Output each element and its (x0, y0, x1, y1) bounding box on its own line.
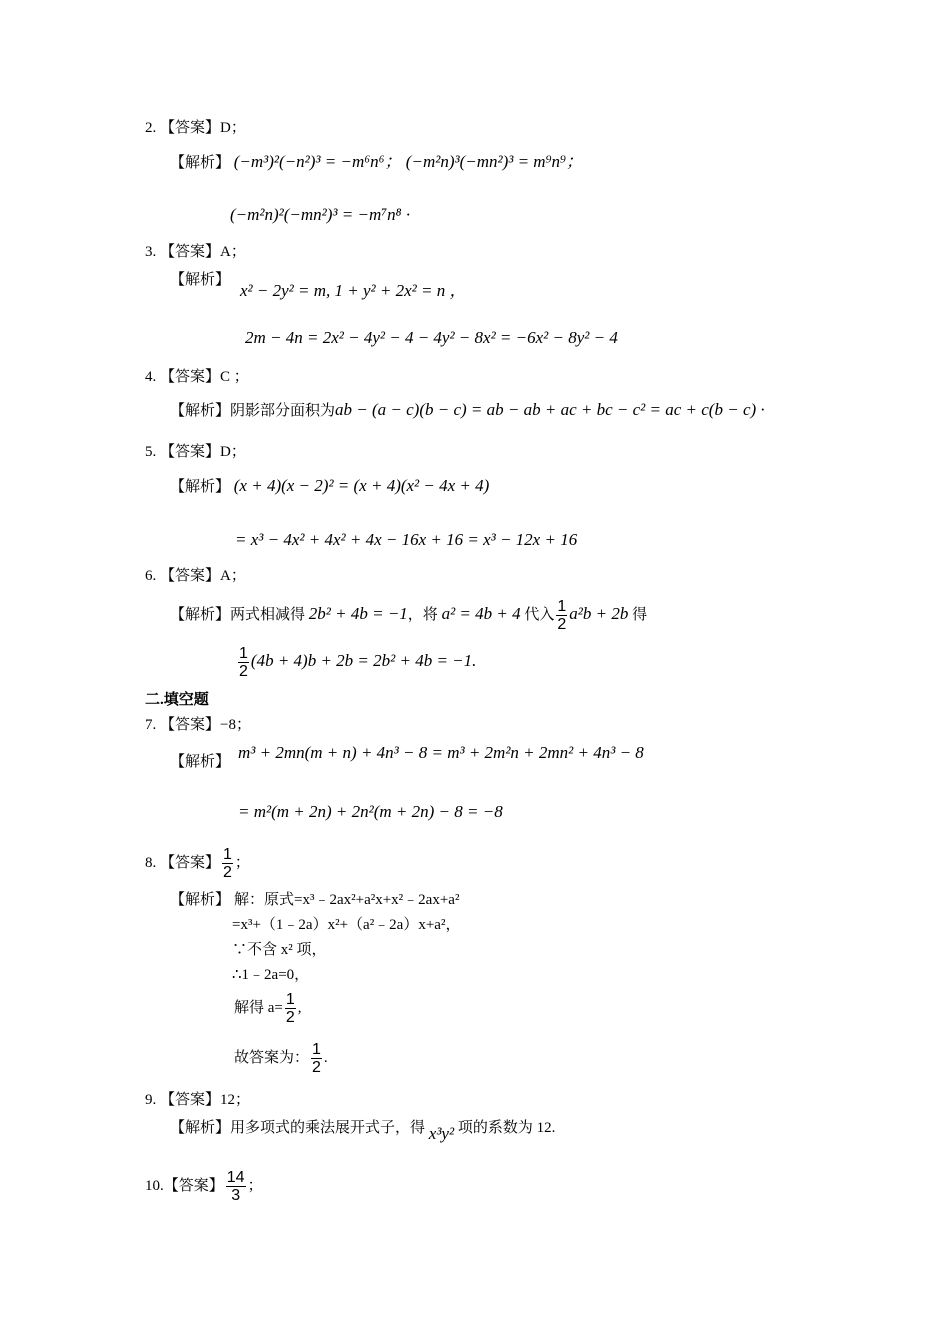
analysis-label: 【解析】 (170, 754, 231, 770)
answer-label: 【答案】 (163, 1178, 224, 1194)
denominator: 2 (557, 616, 567, 634)
q3-analysis-line1 (240, 281, 466, 302)
answer-label: 【答案】 (160, 855, 221, 871)
q9-answer (145, 1090, 250, 1110)
numerator: 1 (557, 598, 567, 616)
answer-label: 【答案】 (160, 369, 221, 385)
answer-label: 【答案】 (160, 568, 221, 584)
question-number: 4. (145, 369, 157, 385)
answer-label: 【答案】 (160, 244, 221, 260)
analysis-label: 【解析】 (170, 607, 231, 623)
q8-line-2: =x³+（1﹣2a）x²+（a²﹣2a）x+a²， (232, 917, 461, 933)
numerator: 1 (239, 645, 248, 663)
q7-analysis-label (170, 752, 230, 772)
fraction (556, 598, 567, 633)
analysis-text: 阴影部分面积为 (230, 403, 336, 419)
math-expression: 2b² + 4b = −1 (308, 604, 408, 623)
q4-analysis (170, 400, 765, 421)
q10-answer (145, 1166, 263, 1206)
math-expression: a²b + 2b (569, 604, 629, 623)
denominator: 2 (223, 864, 232, 882)
q7-analysis-line2 (238, 802, 503, 823)
punctuation: . (323, 1050, 328, 1066)
q8-line-4: ∴1﹣2a=0， (232, 967, 310, 983)
denominator: 2 (239, 663, 248, 681)
q8-analysis-label (170, 890, 230, 910)
answer-label: 【答案】 (160, 120, 221, 136)
math-expression: ab − (a − c)(b − c) = ab − ab + ac + bc − c² = ac + c(b − c) · (335, 400, 765, 419)
q3-answer (145, 242, 246, 262)
math-expression: = x³ − 4x² + 4x² + 4x − 16x + 16 = x³ − 12x + 16 (235, 530, 578, 549)
math-expression: m³ + 2mn(m + n) + 4n³ − 8 = m³ + 2m²n + 2mn² + 4n³ − 8 (238, 743, 644, 762)
q3-analysis-line2 (245, 328, 618, 349)
denominator: 3 (231, 1187, 241, 1205)
q8-line-1: 解：原式=x³﹣2ax²+a²x+x²﹣2ax+a² (234, 892, 460, 908)
q5-answer (145, 442, 246, 462)
answer-value: A； (220, 568, 246, 584)
section-title: 二.填空题 (145, 692, 209, 708)
answer-value: C ； (220, 369, 249, 385)
q2-analysis (170, 152, 583, 173)
numerator: 1 (312, 1041, 321, 1059)
numerator: 1 (223, 846, 232, 864)
answer-value: A； (220, 244, 246, 260)
punctuation: ； (247, 1178, 263, 1194)
q4-answer (145, 367, 249, 387)
q8-solve-line (234, 988, 302, 1028)
q9-analysis (170, 1117, 556, 1143)
answer-value: D； (220, 120, 246, 136)
answer-value: −8； (220, 717, 251, 733)
q7-answer (145, 715, 251, 735)
fraction (285, 991, 296, 1026)
analysis-label: 【解析】 (170, 479, 231, 495)
q2-answer (145, 118, 246, 138)
q8-final-line (234, 1038, 328, 1078)
math-expression: = m²(m + 2n) + 2n²(m + 2n) − 8 = −8 (238, 802, 503, 821)
answer-value: 12； (220, 1092, 251, 1108)
analysis-text: 故答案为： (234, 1050, 310, 1066)
answer-label: 【答案】 (160, 717, 221, 733)
q5-analysis-line2 (235, 530, 577, 551)
denominator: 2 (312, 1059, 321, 1077)
answer-label: 【答案】 (160, 444, 221, 460)
q5-analysis (170, 476, 489, 497)
fraction (222, 846, 233, 881)
q2-analysis-line2 (230, 205, 410, 226)
q8-answer (145, 843, 250, 883)
q6-answer (145, 566, 246, 586)
analysis-label: 【解析】 (170, 1120, 231, 1136)
fraction (311, 1041, 322, 1076)
math-expression: (x + 4)(x − 2)² = (x + 4)(x² − 4x + 4) (233, 476, 490, 495)
analysis-text: 项的系数为 12. (457, 1120, 556, 1136)
math-expression: a² = 4b + 4 (441, 604, 521, 623)
math-expression: (−m²n)²(−mn²)³ = −m⁷n⁸ · (230, 205, 411, 224)
analysis-text: 两式相减得 (230, 607, 306, 623)
analysis-label: 【解析】 (170, 155, 231, 171)
question-number: 6. (145, 568, 157, 584)
math-expression: 2m − 4n = 2x² − 4y² − 4 − 4y² − 8x² = −6x² − 8y² − 4 (245, 328, 618, 347)
math-expression: (−m³)²(−n²)³ = −m⁶n⁶； (−m²n)³(−mn²)³ = m⁹n⁹； (233, 152, 583, 171)
question-number: 3. (145, 244, 157, 260)
math-expression: (4b + 4)b + 2b = 2b² + 4b = −1. (250, 651, 477, 670)
fraction (238, 645, 249, 680)
math-expression: x³y² (428, 1124, 455, 1143)
q3-analysis-label (170, 270, 230, 290)
analysis-text: 代入 (524, 607, 555, 623)
question-number: 8. (145, 855, 157, 871)
question-number: 5. (145, 444, 157, 460)
math-expression: x² − 2y² = m, 1 + y² + 2x² = n ， (240, 281, 467, 300)
q7-analysis-line1 (238, 743, 644, 764)
denominator: 2 (285, 1009, 295, 1027)
q8-line-3: ∵不含 x² 项， (232, 942, 327, 958)
analysis-label: 【解析】 (170, 403, 231, 419)
punctuation: ； (234, 855, 250, 871)
q6-analysis-line2 (236, 641, 476, 682)
question-number: 10. (145, 1178, 164, 1194)
answer-label: 【答案】 (160, 1092, 221, 1108)
question-number: 7. (145, 717, 157, 733)
analysis-text: ，将 (407, 607, 438, 623)
fraction (226, 1169, 246, 1204)
question-number: 2. (145, 120, 157, 136)
numerator: 1 (285, 991, 295, 1009)
analysis-text: 得 (632, 607, 648, 623)
analysis-text: 解得 a= (234, 1000, 283, 1016)
question-number: 9. (145, 1092, 157, 1108)
analysis-label: 【解析】 (170, 892, 231, 908)
analysis-label: 【解析】 (170, 272, 231, 288)
analysis-text: 用多项式的乘法展开式子，得 (230, 1120, 426, 1136)
answer-value: D； (220, 444, 246, 460)
punctuation: , (297, 1000, 302, 1016)
q6-analysis (170, 594, 647, 635)
numerator: 14 (226, 1169, 245, 1187)
